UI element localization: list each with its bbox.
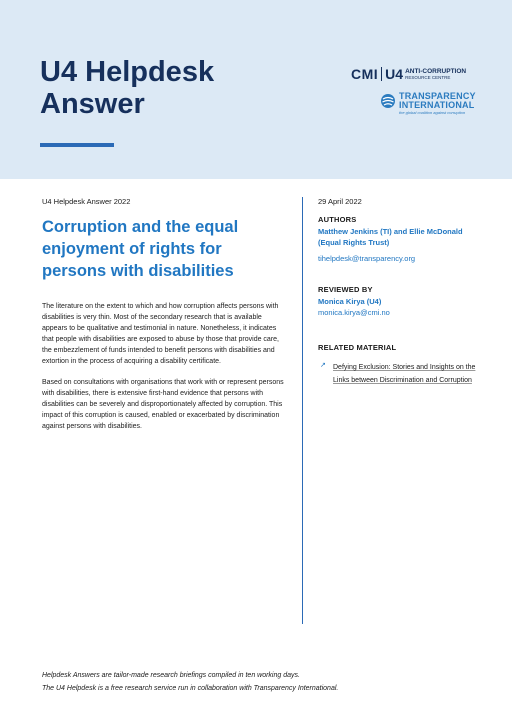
title-underline — [40, 143, 114, 147]
u4-logo-text: U4 — [385, 66, 404, 82]
column-divider — [302, 197, 303, 624]
arrow-up-right-icon: ↗ — [320, 362, 326, 369]
authors-names: Matthew Jenkins (TI) and Ellie McDonald (Equal Rights Trust) — [318, 227, 463, 247]
footer-line-2: The U4 Helpdesk is a free research service run in collaboration with Transparency International. — [42, 685, 339, 692]
related-material-item[interactable] — [318, 361, 488, 387]
transparency-international-logo — [380, 92, 476, 116]
document-title-line: Corruption and the equal — [42, 218, 239, 236]
cmi-u4-logo — [351, 66, 466, 82]
reviewer-name: Monica Kirya (U4) — [318, 297, 382, 306]
cover-header — [0, 0, 512, 179]
series-label: U4 Helpdesk Answer 2022 — [42, 197, 131, 206]
reviewed-by-label: REVIEWED BY — [318, 285, 373, 294]
summary-text — [42, 301, 287, 442]
page-title-line-1: U4 Helpdesk — [40, 56, 215, 88]
cmi-logo-text: CMI — [351, 66, 379, 82]
document-title — [42, 216, 292, 282]
related-material-label: RELATED MATERIAL — [318, 343, 397, 352]
ti-globe-icon — [380, 93, 396, 109]
authors-label: AUTHORS — [318, 215, 357, 224]
page-title-line-2: Answer — [40, 88, 145, 120]
related-material-link[interactable]: Defying Exclusion: Stories and Insights on the Links between Discrimination and Corruption — [333, 364, 476, 384]
logo-divider — [381, 67, 382, 81]
footer-note — [42, 669, 482, 695]
ti-logo-text: TRANSPARENCY INTERNATIONAL the global coalition against corruption — [399, 91, 476, 115]
authors-section — [318, 215, 488, 264]
page-title — [40, 56, 214, 120]
related-material-section — [318, 343, 488, 387]
authors-email-link[interactable]: tihelpdesk@transparency.org — [318, 254, 416, 263]
summary-paragraph: The literature on the extent to which and how corruption affects persons with disabilities is very thin. Most of the secondary research that is available appears to be qualitative and testimonial in nature. Nonetheless, it indicates that people with disabilities are exposed to abuse by those that provide care, the embezzlement of funds intended to benefit persons with disabilities and extortion in the process of acquiring a disability certificate. — [42, 303, 279, 365]
reviewer-email-link[interactable]: monica.kirya@cmi.no — [318, 308, 390, 317]
reviewed-by-section — [318, 285, 488, 318]
footer-line-1: Helpdesk Answers are tailor-made research briefings compiled in ten working days. — [42, 672, 300, 679]
publication-date: 29 April 2022 — [318, 197, 362, 206]
summary-paragraph: Based on consultations with organisations that work with or represent persons with disabilities, there is extensive first-hand evidence that persons with disabilities can be severely and disproportionately affected by corruption. This impact of this corruption is caused, enabled or exacerbated by discrimination against persons with disabilities. — [42, 379, 284, 430]
document-title-line: enjoyment of rights for — [42, 240, 222, 258]
document-title-line: persons with disabilities — [42, 262, 234, 280]
u4-logo-subtitle: ANTI-CORRUPTION RESOURCE CENTRE — [405, 68, 467, 80]
